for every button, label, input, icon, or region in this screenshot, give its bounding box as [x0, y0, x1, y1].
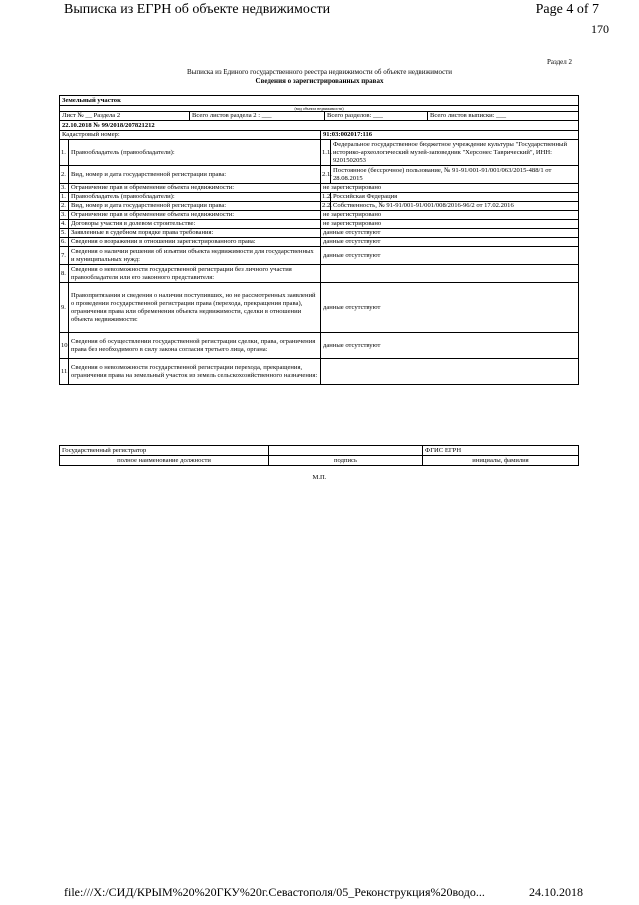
cadastral-number-label: Кадастровый номер: [60, 131, 321, 140]
row-label: Правообладатель (правообладатели): [69, 193, 321, 202]
row-value: не зарегистрировано [321, 211, 579, 220]
row-value: не зарегистрировано [321, 220, 579, 229]
caption-signature: подпись [269, 456, 423, 466]
handwritten-page-number: 170 [591, 22, 609, 36]
row-label: Сведения о невозможности государственной регистрации перехода, прекращения, ограничения права на земельный участок из земель сельскохозяйственного назначения: [69, 359, 321, 385]
row-number: 3. [60, 211, 69, 220]
row-label: Сведения о возражении в отношении зарегистрированного права: [69, 238, 321, 247]
table-row [60, 202, 579, 211]
table-row [60, 184, 579, 193]
sheets-total: Всего листов выписки: ___ [430, 112, 507, 119]
row-number: 11. [60, 359, 69, 385]
row-label: Правопритязания и сведения о наличии поступивших, но не рассмотренных заявлений о проведении государственной регистрации права (перехода, прекращения права), ограничения права или обременения объекта недвижимости, сделки в отношении объекта недвижимости: [69, 283, 321, 333]
date-and-number: 22.10.2018 № 99/2018/207821212 [60, 121, 579, 131]
row-subnumber: 2.1. [321, 166, 331, 184]
row-label: Ограничение прав и обременение объекта недвижимости: [69, 211, 321, 220]
print-page-indicator: Page 4 of 7 [535, 2, 599, 17]
row-subnumber: 1.2. [322, 193, 332, 200]
row-subnumber: 1.1. [321, 140, 331, 166]
table-row [60, 238, 579, 247]
row-label: Заявленные в судебном порядке права требования: [69, 229, 321, 238]
row-value: Собственность, № 91-91/001-91/001/008/2016-96/2 от 17.02.2016 [331, 202, 579, 211]
row-label: Вид, номер и дата государственной регистрации права: [69, 202, 321, 211]
table-row [60, 283, 579, 333]
table-row [60, 140, 579, 166]
registrar-initials: ФГИС ЕГРН [423, 446, 579, 456]
row-label: Вид, номер и дата государственной регистрации права: [69, 166, 321, 184]
document-subtitle: Сведения о зарегистрированных правах [255, 77, 384, 85]
caption-initials: инициалы, фамилия [423, 456, 579, 466]
registrar-signature [269, 446, 423, 456]
row-value: данные отсутствуют [321, 333, 579, 359]
table-row [60, 333, 579, 359]
object-type: Земельный участок [60, 96, 579, 106]
row-value [321, 265, 579, 283]
print-file-path: file:///X:/СИД/КРЫМ%20%20ГКУ%20г.Севастополя/05_Реконструкция%20водо... [64, 885, 485, 899]
row-value: Постоянное (бессрочное) пользование, № 91-91/001-91/001/063/2015-488/1 от 28.08.2015 [331, 166, 579, 184]
row-value: данные отсутствуют [321, 229, 579, 238]
row-label: Договоры участия в долевом строительстве: [69, 220, 321, 229]
row-number: 8. [60, 265, 69, 283]
row-number: 5. [60, 229, 69, 238]
row-value: не зарегистрировано [321, 184, 579, 193]
browser-print-title: Выписка из ЕГРН об объекте недвижимости [64, 2, 331, 17]
row-value: Российская Федерация [331, 193, 579, 202]
row-value: данные отсутствуют [321, 283, 579, 333]
row-value: данные отсутствуют [321, 247, 579, 265]
sections-total: Всего разделов: ___ [325, 112, 428, 120]
document-title: Выписка из Единого государственного реестра недвижимости об объекте недвижимости [186, 68, 453, 76]
row-number: 3. [60, 184, 69, 193]
sheets-in-section: Всего листов раздела 2 : ___ [190, 112, 325, 120]
row-number: 9. [60, 283, 69, 333]
row-number: 10. [60, 333, 69, 359]
table-row [60, 166, 579, 184]
row-label: Сведения об осуществлении государственной регистрации сделки, права, ограничения права без необходимого в силу закона согласия третьего лица, органа: [69, 333, 321, 359]
row-value: данные отсутствуют [321, 238, 579, 247]
row-number: 2. [60, 202, 69, 211]
row-label: Ограничение прав и обременение объекта недвижимости: [69, 184, 321, 193]
print-date: 24.10.2018 [529, 885, 583, 899]
row-subnumber: 2.2. [322, 202, 332, 209]
row-label: Правообладатель (правообладатели): [69, 140, 321, 166]
table-row [60, 247, 579, 265]
row-number: 2. [60, 166, 69, 184]
signature-block [59, 445, 579, 466]
row-number: 1. [60, 140, 69, 166]
object-type-caption: (вид объекта недвижимости) [60, 106, 579, 112]
table-row [60, 359, 579, 385]
table-row [60, 229, 579, 238]
table-row [60, 220, 579, 229]
row-number: 7. [60, 247, 69, 265]
sheet-number: Лист № __ Раздела 2 [60, 112, 190, 120]
row-label: Сведения о невозможности государственной регистрации без личного участия правообладателя или его законного представителя: [69, 265, 321, 283]
row-number: 6. [60, 238, 69, 247]
row-number: 1. [60, 193, 69, 202]
rights-table [59, 95, 579, 385]
table-row [60, 193, 579, 202]
cadastral-number-value: 91:03:002017:116 [321, 131, 579, 140]
stamp-place: М.П. [312, 474, 327, 481]
row-value [321, 359, 579, 385]
table-row [60, 265, 579, 283]
sheet-info-row [60, 112, 579, 121]
table-row [60, 211, 579, 220]
row-number: 4. [60, 220, 69, 229]
caption-position: полное наименование должности [60, 456, 269, 466]
row-label: Сведения о наличии решения об изъятии объекта недвижимости для государственных и муниципальных нужд: [69, 247, 321, 265]
row-value: Федеральное государственное бюджетное учреждение культуры "Государственный историко-археологический музей-заповедник "Херсонес Таврический", ИНН: 9201502053 [331, 140, 579, 166]
section-label: Раздел 2 [546, 58, 572, 66]
registrar-position: Государственный регистратор [60, 446, 269, 456]
